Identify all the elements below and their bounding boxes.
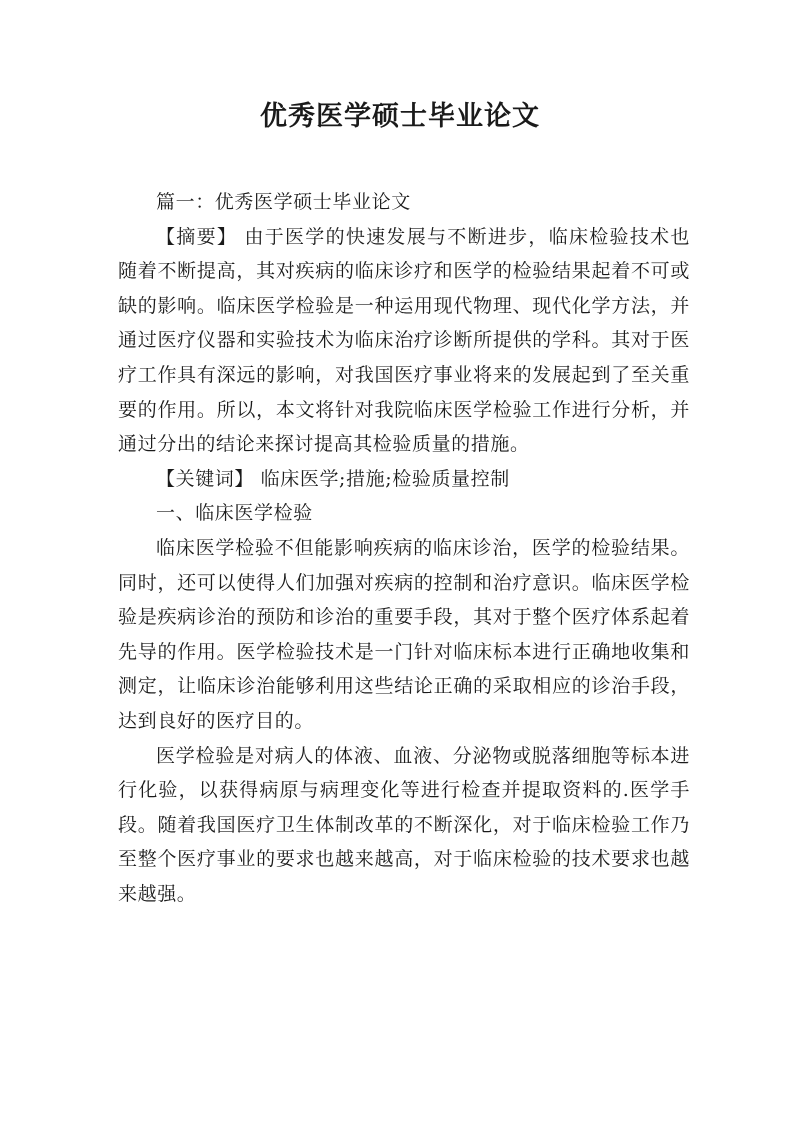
body-paragraph: 临床医学检验不但能影响疾病的临床诊治，医学的检验结果。同时，还可以使得人们加强对疾病的控制和治疗意识。临床医学检验是疾病诊治的预防和诊治的重要手段，其对于整个医疗体系起着先导的作用。医学检验技术是一门针对临床标本进行正确地收集和测定，让临床诊治能够利用这些结论正确的采取相应的诊治手段，达到良好的医疗目的。 <box>118 536 690 732</box>
section-heading-article: 篇一：优秀医学硕士毕业论文 <box>156 191 411 213</box>
document-title: 优秀医学硕士毕业论文 <box>260 101 540 132</box>
body-paragraph: 医学检验是对病人的体液、血液、分泌物或脱落细胞等标本进行化验，以获得病原与病理变化等进行检查并提取资料的.医学手段。随着我国医疗卫生体制改革的不断深化，对于临床检验工作乃至整个医疗事业的要求也越来越高，对于临床检验的技术要求也越来越强。 <box>118 744 690 905</box>
document-body <box>118 185 690 911</box>
abstract-paragraph: 【摘要】 由于医学的快速发展与不断进步，临床检验技术也随着不断提高，其对疾病的临床诊疗和医学的检验结果起着不可或缺的影响。临床医学检验是一种运用现代物理、现代化学方法，并通过医疗仪器和实验技术为临床治疗诊断所提供的学科。其对于医疗工作具有深远的影响，对我国医疗事业将来的发展起到了至关重要的作用。所以，本文将针对我院临床医学检验工作进行分析，并通过分出的结论来探讨提高其检验质量的措施。 <box>118 225 690 456</box>
section-heading-1: 一、临床医学检验 <box>156 502 313 525</box>
keywords-paragraph: 【关键词】 临床医学;措施;检验质量控制 <box>156 467 510 490</box>
